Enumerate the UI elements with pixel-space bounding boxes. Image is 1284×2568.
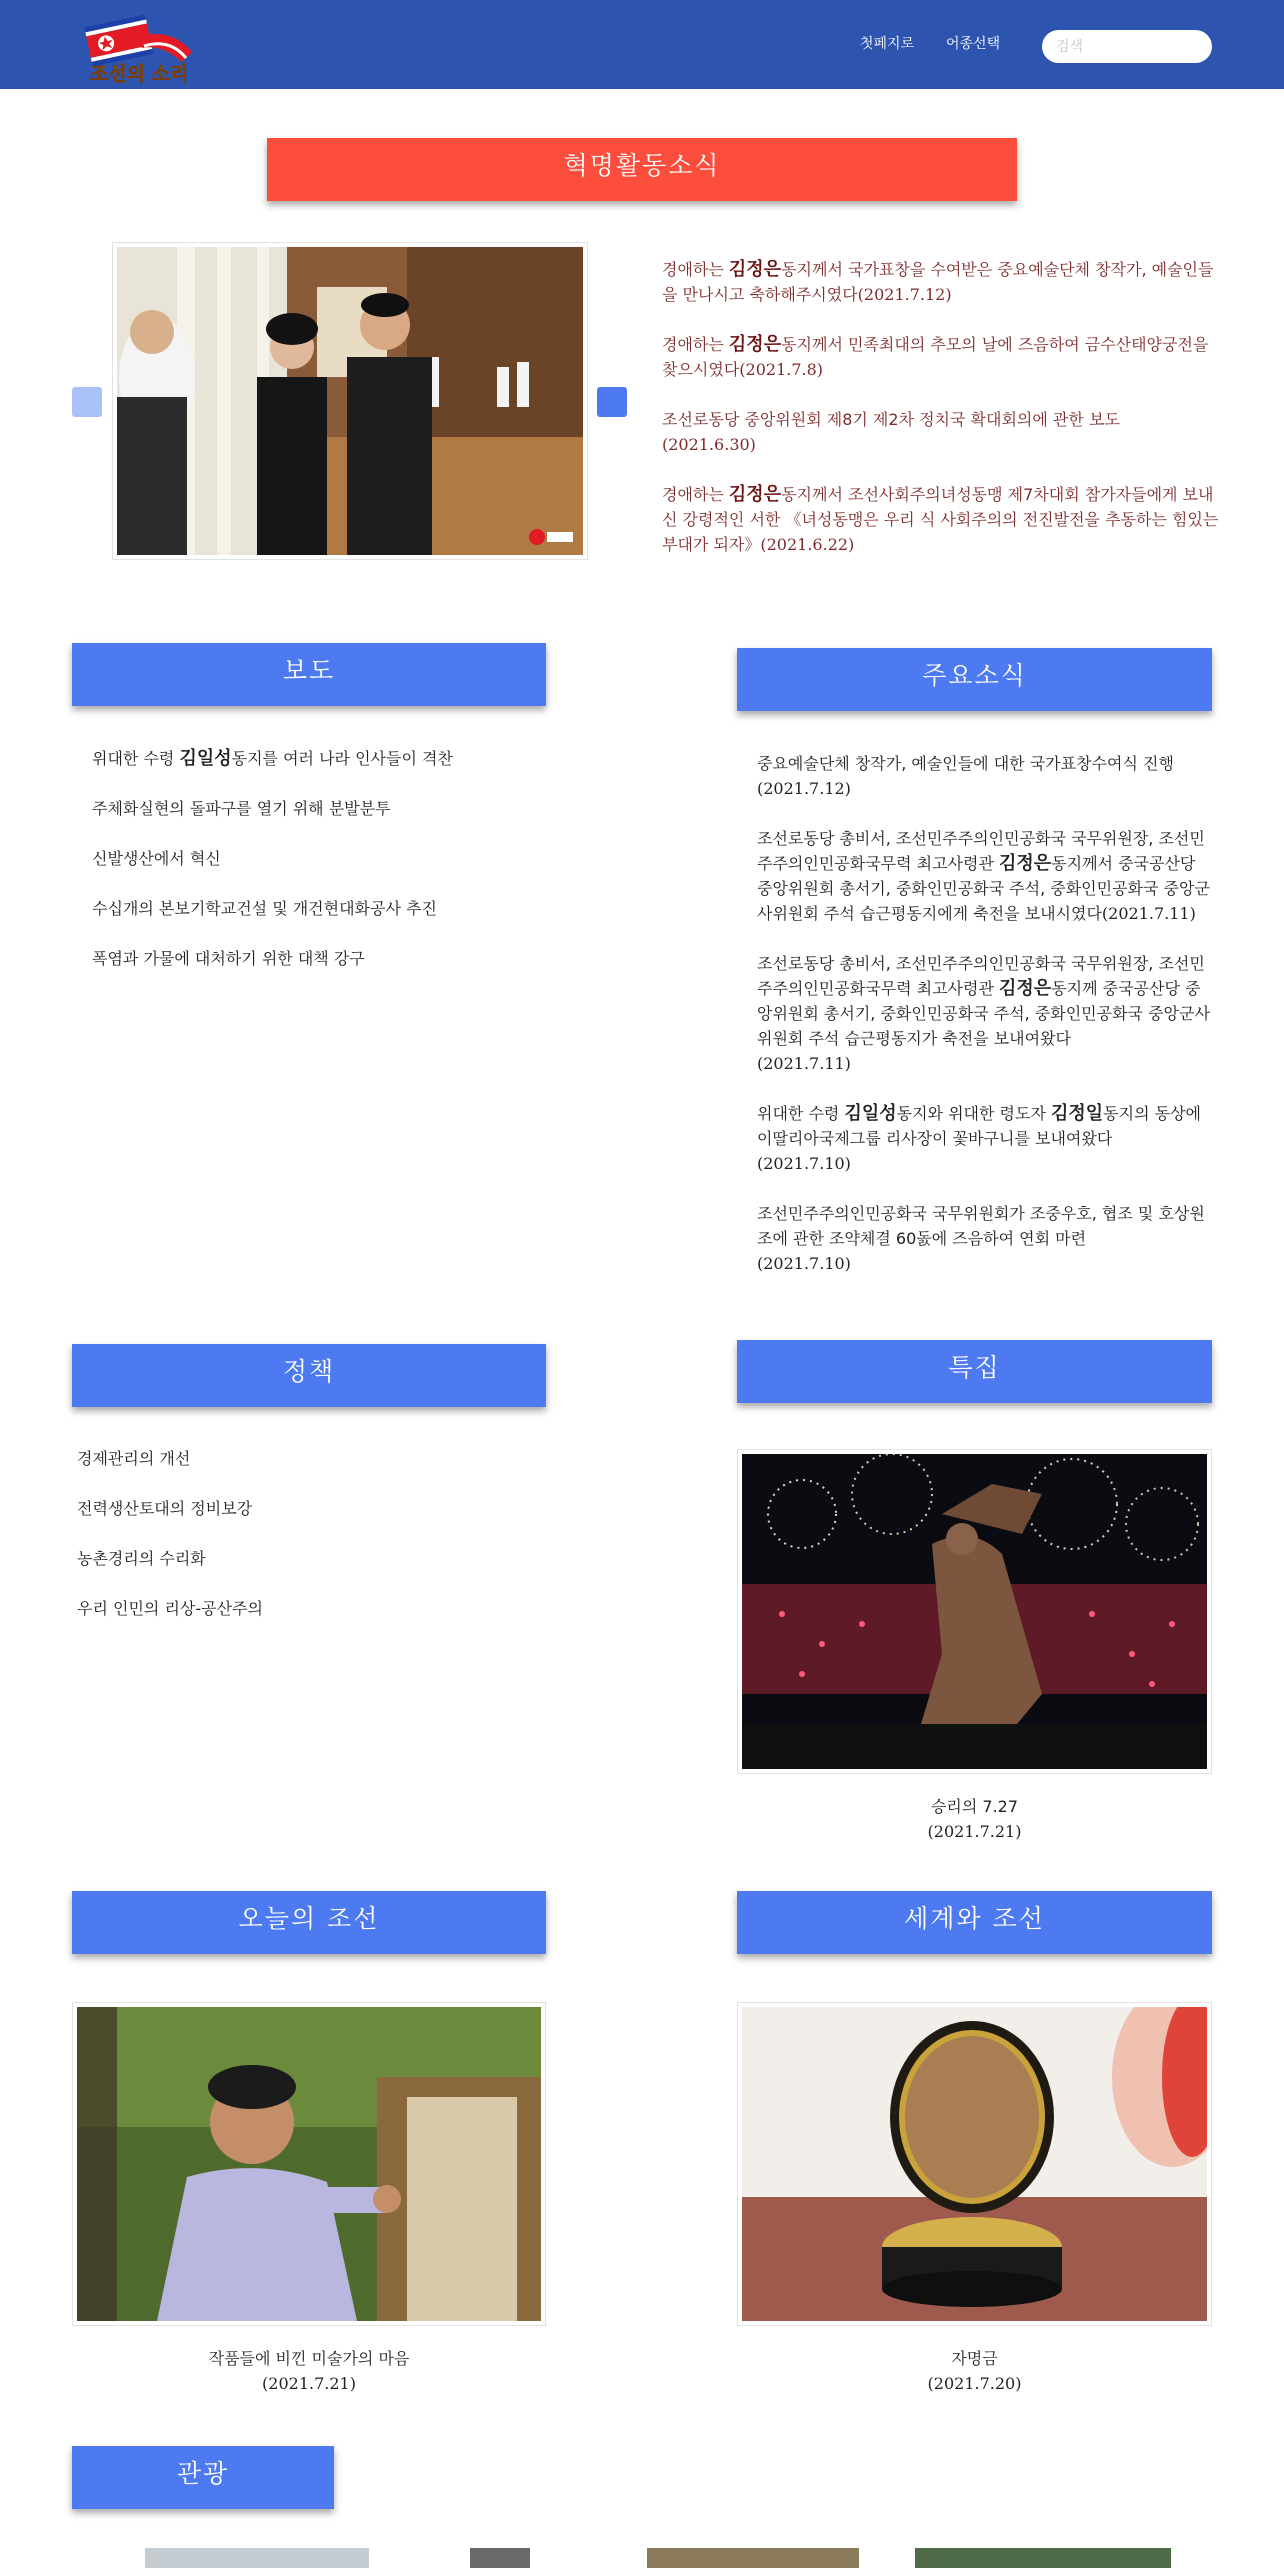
tourism-thumb-1[interactable] [145,2548,369,2568]
special-caption-date: (2021.7.21) [927,1822,1022,1841]
revolution-item-2-name: 김정은 [728,334,782,355]
news-item-1-text: 동지를 여러 나라 인사들이 격찬 [231,749,453,768]
nav-home-link[interactable]: 첫페지로 [860,36,915,52]
music-box-photo [742,2007,1207,2321]
policy-item-4[interactable]: 우리 인민의 리상-공산주의 [77,1599,263,1618]
revolution-item-4-date: (2021.6.22) [760,535,855,554]
major-item-3-text: 동지께 중국공산당 중앙위원회 총서기, 중화인민공화국 주석, 중화인민공화국 중앙군사위원회 주석 습근평동지가 축전을 보내여왔다 [757,979,1210,1048]
major-item-4-name: 김일성 [844,1103,897,1124]
world-korea-title-button[interactable]: 세계와 조선 [737,1891,1212,1954]
world-caption-title: 자명금 [951,2349,998,2368]
slider-next-arrow[interactable] [597,387,627,417]
news-list [92,746,562,996]
revolution-item-4-name: 김정은 [728,484,782,505]
today-caption-title: 작품들에 비낀 미술가의 마음 [208,2349,410,2368]
slider-photo [117,247,583,555]
revolution-news-list [662,257,1226,582]
news-item-3-text: 신발생산에서 혁신 [92,849,221,868]
revolution-item-1[interactable] [662,257,1226,307]
major-item-4-date: (2021.7.10) [757,1154,851,1173]
slider-image-frame[interactable] [112,242,588,560]
revolution-item-3-text: 조선로동당 중앙위원회 제8기 제2차 정치국 확대회의에 관한 보도 [662,410,1120,429]
major-item-4-mid: 동지와 위대한 령도자 [896,1104,1051,1123]
tourism-thumb-3[interactable] [647,2548,859,2568]
major-news-title-button[interactable]: 주요소식 [737,648,1212,711]
logo-text: 조선의 소리 [90,63,189,85]
major-item-1-text: 중요예술단체 창작가, 예술인들에 대한 국가표창수여식 진행 [757,754,1174,773]
major-item-3-pre: 조선로동당 총비서, 조선민주주의인민공화국 국무위원장, 조선민주주의인민공화국무력 최고사령관 [757,954,1205,998]
revolution-item-3-date: (2021.6.30) [662,435,756,454]
policy-item-3[interactable]: 농촌경리의 수리화 [77,1549,206,1568]
site-header [0,0,1284,89]
news-item-4-text: 수십개의 본보기학교건설 및 개건현대화공사 추진 [92,899,437,918]
policy-item-2[interactable]: 전력생산토대의 정비보강 [77,1499,253,1518]
tourism-title-button[interactable]: 관광 [72,2446,334,2509]
revolution-item-2-date: (2021.7.8) [739,360,824,379]
major-item-2-name: 김정은 [999,853,1052,874]
policy-title-button[interactable]: 정책 [72,1344,546,1407]
revolution-item-4-text: 동지께서 조선사회주의녀성동맹 제7차대회 참가자들에게 보내신 강령적인 서한 《녀성동맹은 우리 식 사회주의의 전진발전을 추동하는 힘있는 부대가 되자》 [662,485,1219,554]
major-item-1-date: (2021.7.12) [757,779,851,798]
tourism-thumb-4[interactable] [915,2548,1171,2568]
major-item-2[interactable] [757,826,1213,926]
today-korea-title-button[interactable]: 오늘의 조선 [72,1891,546,1954]
major-item-4[interactable] [757,1101,1213,1176]
news-item-3[interactable] [92,846,562,871]
special-caption-title: 승리의 7.27 [930,1797,1019,1816]
major-item-5[interactable] [757,1201,1213,1276]
major-item-1[interactable] [757,751,1213,801]
artist-painting-photo [77,2007,541,2321]
world-caption[interactable] [737,2346,1212,2396]
revolution-item-1-pre: 경애하는 [662,260,729,279]
revolution-item-4[interactable] [662,482,1226,557]
major-item-3-name: 김정은 [999,978,1052,999]
major-item-3-date: (2021.7.11) [757,1054,851,1073]
news-item-2[interactable] [92,796,562,821]
revolution-item-2-text: 동지께서 민족최대의 추모의 날에 즈음하여 금수산태양궁전을 찾으시였다 [662,335,1209,379]
slider-prev-arrow[interactable] [72,387,102,417]
major-item-4-name2: 김정일 [1051,1103,1104,1124]
revolution-item-2[interactable] [662,332,1226,382]
nav-language-link[interactable]: 어종선택 [946,36,1001,52]
revolution-title-button[interactable]: 혁명활동소식 [267,138,1017,201]
revolution-item-1-name: 김정은 [728,259,782,280]
major-item-4-text: 동지의 동상에 이딸리아국제그룹 리사장이 꽃바구니를 보내여왔다 [757,1104,1201,1148]
revolution-item-2-pre: 경애하는 [662,335,729,354]
news-item-1-pre: 위대한 수령 [92,749,180,768]
policy-list [77,1446,547,1646]
special-title-button[interactable]: 특집 [737,1340,1212,1403]
major-item-2-date: (2021.7.11) [1101,904,1196,923]
today-caption-date: (2021.7.21) [262,2374,356,2393]
revolution-item-4-pre: 경애하는 [662,485,729,504]
news-item-5-text: 폭염과 가물에 대처하기 위한 대책 강구 [92,949,365,968]
major-item-5-text: 조선민주주의인민공화국 국무위원회가 조중우호, 협조 및 호상원조에 관한 조약체결 60돐에 즈음하여 연회 마련 [757,1204,1205,1248]
major-item-4-pre: 위대한 수령 [757,1104,845,1123]
major-item-3[interactable] [757,951,1213,1076]
revolution-item-1-date: (2021.7.12) [857,285,952,304]
revolution-item-1-text: 동지께서 국가표창을 수여받은 중요예술단체 창작가, 예술인들을 만나시고 축하해주시였다 [662,260,1214,304]
special-photo-frame[interactable] [737,1449,1212,1774]
major-item-2-text: 동지께서 중국공산당 중앙위원회 총서기, 중화인민공화국 주석, 중화인민공화국 중앙군사위원회 주석 습근평동지에게 축전을 보내시였다 [757,854,1210,923]
flag-logo-icon [82,6,212,86]
special-caption[interactable] [737,1794,1212,1844]
news-title-button[interactable]: 보도 [72,643,546,706]
news-item-1[interactable] [92,746,562,771]
world-photo-frame[interactable] [737,2002,1212,2326]
tourism-thumb-2[interactable] [470,2548,530,2568]
fireworks-monument-photo [742,1454,1207,1769]
today-caption[interactable] [72,2346,546,2396]
news-item-2-text: 주체화실현의 돌파구를 열기 위해 분발분투 [92,799,391,818]
policy-item-1[interactable]: 경제관리의 개선 [77,1449,191,1468]
news-item-5[interactable] [92,946,562,971]
news-item-4[interactable] [92,896,562,921]
search-input[interactable] [1042,30,1212,63]
site-logo[interactable] [82,6,212,86]
major-item-5-date: (2021.7.10) [757,1254,851,1273]
news-item-1-name: 김일성 [179,748,232,769]
world-caption-date: (2021.7.20) [927,2374,1022,2393]
today-photo-frame[interactable] [72,2002,546,2326]
revolution-item-3[interactable] [662,407,1226,457]
major-item-2-pre: 조선로동당 총비서, 조선민주주의인민공화국 국무위원장, 조선민주주의인민공화국무력 최고사령관 [757,829,1205,873]
major-news-list [757,751,1213,1301]
